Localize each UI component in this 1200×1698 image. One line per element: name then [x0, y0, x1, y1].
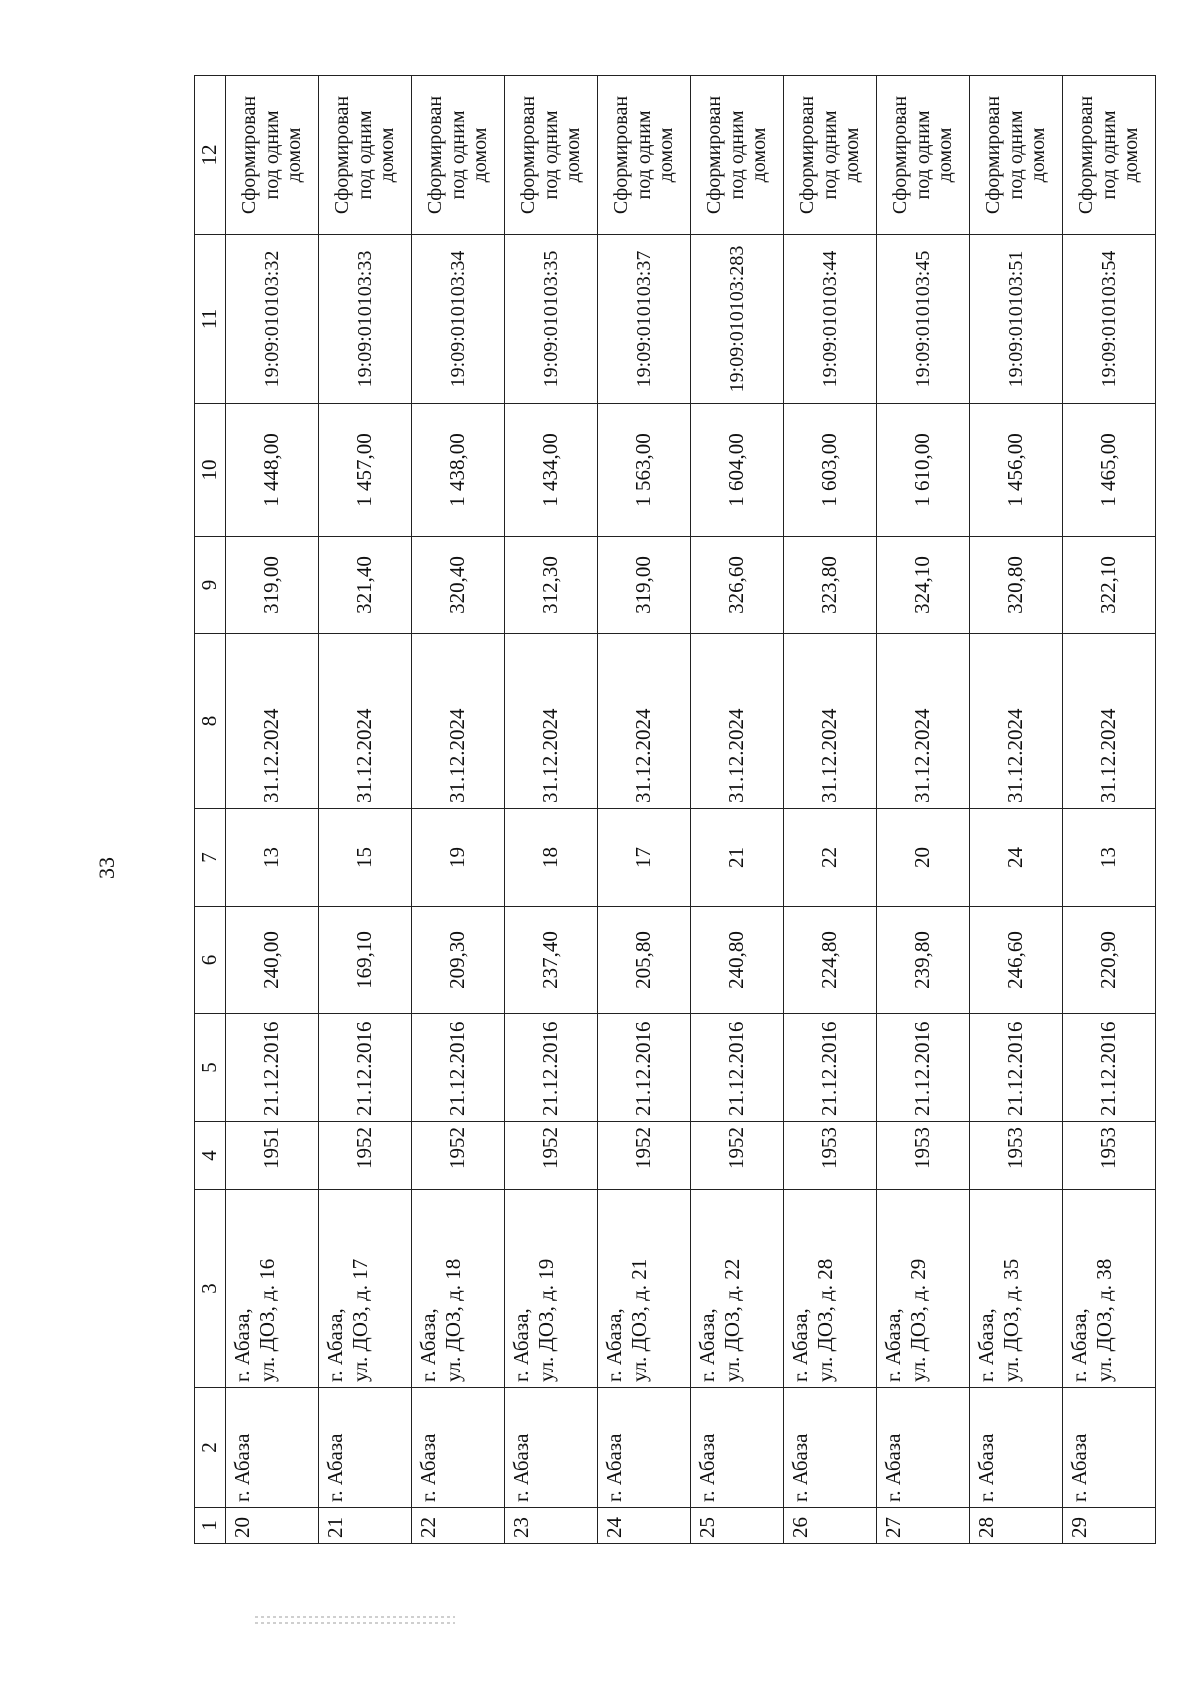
column-number-cell: 3 — [195, 1190, 226, 1388]
status-cell — [877, 76, 970, 235]
area-cell: 220,90 — [1063, 907, 1156, 1014]
area-cell: 246,60 — [970, 907, 1063, 1014]
year-built-cell: 1952 — [598, 1122, 691, 1190]
address-line: ул. ДОЗ, д. 19 — [534, 1258, 559, 1382]
address-line: г. Абаза, — [509, 1308, 533, 1382]
status-line: домом — [376, 127, 399, 183]
row-number-cell: 26 — [784, 1508, 877, 1544]
value-9-cell: 312,30 — [505, 537, 598, 634]
count-cell: 13 — [226, 809, 319, 907]
column-number-cell: 7 — [195, 809, 226, 907]
status-line: домом — [841, 127, 864, 183]
cadastral-number-cell: 19:09:010103:35 — [505, 235, 598, 404]
cadastral-number-cell: 19:09:010103:51 — [970, 235, 1063, 404]
rotated-table-wrapper — [194, 76, 1143, 1544]
address-line: г. Абаза, — [416, 1308, 440, 1382]
locality-cell: г. Абаза — [226, 1388, 319, 1508]
column-number-cell: 12 — [195, 76, 226, 235]
locality-cell: г. Абаза — [505, 1388, 598, 1508]
locality-cell: г. Абаза — [412, 1388, 505, 1508]
status-line: Сформирован — [889, 95, 912, 215]
address-cell — [784, 1190, 877, 1388]
status-cell — [784, 76, 877, 235]
table-row — [598, 76, 691, 1544]
date-cell: 21.12.2016 — [319, 1014, 412, 1122]
status-line: под одним — [1097, 110, 1120, 200]
value-9-cell: 321,40 — [319, 537, 412, 634]
status-line: Сформирован — [331, 95, 354, 215]
column-number-cell: 5 — [195, 1014, 226, 1122]
status-line: под одним — [353, 110, 376, 200]
date-cell: 21.12.2016 — [877, 1014, 970, 1122]
count-cell: 13 — [1063, 809, 1156, 907]
column-number-cell: 2 — [195, 1388, 226, 1508]
column-number-cell: 11 — [195, 235, 226, 404]
table-row — [319, 76, 412, 1544]
column-number-cell: 4 — [195, 1122, 226, 1190]
status-line: под одним — [911, 110, 934, 200]
planned-date-cell: 31.12.2024 — [226, 634, 319, 809]
value-10-cell: 1 603,00 — [784, 404, 877, 537]
column-number-row — [195, 76, 226, 1544]
column-number-cell: 1 — [195, 1508, 226, 1544]
year-built-cell: 1952 — [505, 1122, 598, 1190]
status-line: Сформирован — [796, 95, 819, 215]
status-line: домом — [748, 127, 771, 183]
status-line: под одним — [539, 110, 562, 200]
planned-date-cell: 31.12.2024 — [1063, 634, 1156, 809]
area-cell: 209,30 — [412, 907, 505, 1014]
year-built-cell: 1952 — [319, 1122, 412, 1190]
address-cell — [412, 1190, 505, 1388]
value-10-cell: 1 434,00 — [505, 404, 598, 537]
table-row — [877, 76, 970, 1544]
status-line: домом — [655, 127, 678, 183]
year-built-cell: 1951 — [226, 1122, 319, 1190]
value-10-cell: 1 448,00 — [226, 404, 319, 537]
row-number-cell: 27 — [877, 1508, 970, 1544]
address-cell — [877, 1190, 970, 1388]
address-cell — [226, 1190, 319, 1388]
address-cell — [1063, 1190, 1156, 1388]
address-line: ул. ДОЗ, д. 29 — [906, 1258, 931, 1382]
value-10-cell: 1 563,00 — [598, 404, 691, 537]
area-cell: 237,40 — [505, 907, 598, 1014]
cadastral-number-cell: 19:09:010103:44 — [784, 235, 877, 404]
table-row — [1063, 76, 1156, 1544]
cadastral-number-cell: 19:09:010103:32 — [226, 235, 319, 404]
count-cell: 20 — [877, 809, 970, 907]
value-10-cell: 1 465,00 — [1063, 404, 1156, 537]
status-line: Сформирован — [424, 95, 447, 215]
value-10-cell: 1 610,00 — [877, 404, 970, 537]
status-line: Сформирован — [238, 95, 261, 215]
table-body — [195, 76, 1156, 1544]
value-9-cell: 320,40 — [412, 537, 505, 634]
address-line: ул. ДОЗ, д. 28 — [813, 1258, 838, 1382]
area-cell: 240,00 — [226, 907, 319, 1014]
table-row — [226, 76, 319, 1544]
planned-date-cell: 31.12.2024 — [691, 634, 784, 809]
address-line: г. Абаза, — [788, 1308, 812, 1382]
planned-date-cell: 31.12.2024 — [784, 634, 877, 809]
area-cell: 224,80 — [784, 907, 877, 1014]
address-cell — [319, 1190, 412, 1388]
cadastral-number-cell: 19:09:010103:33 — [319, 235, 412, 404]
value-10-cell: 1 438,00 — [412, 404, 505, 537]
value-9-cell: 324,10 — [877, 537, 970, 634]
row-number-cell: 29 — [1063, 1508, 1156, 1544]
row-number-cell: 20 — [226, 1508, 319, 1544]
year-built-cell: 1952 — [691, 1122, 784, 1190]
count-cell: 17 — [598, 809, 691, 907]
scan-stamp-noise — [255, 1612, 455, 1634]
address-line: ул. ДОЗ, д. 38 — [1092, 1258, 1117, 1382]
value-9-cell: 319,00 — [226, 537, 319, 634]
cadastral-number-cell: 19:09:010103:45 — [877, 235, 970, 404]
date-cell: 21.12.2016 — [1063, 1014, 1156, 1122]
count-cell: 21 — [691, 809, 784, 907]
planned-date-cell: 31.12.2024 — [598, 634, 691, 809]
date-cell: 21.12.2016 — [784, 1014, 877, 1122]
address-line: г. Абаза, — [1067, 1308, 1091, 1382]
value-9-cell: 326,60 — [691, 537, 784, 634]
status-line: домом — [934, 127, 957, 183]
locality-cell: г. Абаза — [970, 1388, 1063, 1508]
status-line: Сформирован — [610, 95, 633, 215]
row-number-cell: 21 — [319, 1508, 412, 1544]
status-line: домом — [469, 127, 492, 183]
table-row — [691, 76, 784, 1544]
row-number-cell: 23 — [505, 1508, 598, 1544]
locality-cell: г. Абаза — [784, 1388, 877, 1508]
address-line: г. Абаза, — [881, 1308, 905, 1382]
area-cell: 239,80 — [877, 907, 970, 1014]
address-line: г. Абаза, — [323, 1308, 347, 1382]
housing-registry-table — [194, 75, 1156, 1544]
status-cell — [505, 76, 598, 235]
year-built-cell: 1953 — [970, 1122, 1063, 1190]
status-line: под одним — [725, 110, 748, 200]
status-line: Сформирован — [703, 95, 726, 215]
value-9-cell: 323,80 — [784, 537, 877, 634]
status-cell — [412, 76, 505, 235]
column-number-cell: 6 — [195, 907, 226, 1014]
row-number-cell: 28 — [970, 1508, 1063, 1544]
table-row — [970, 76, 1063, 1544]
year-built-cell: 1953 — [784, 1122, 877, 1190]
address-cell — [970, 1190, 1063, 1388]
address-line: ул. ДОЗ, д. 16 — [255, 1258, 280, 1382]
status-cell — [319, 76, 412, 235]
status-line: под одним — [260, 110, 283, 200]
table-row — [412, 76, 505, 1544]
status-cell — [691, 76, 784, 235]
column-number-cell: 8 — [195, 634, 226, 809]
count-cell: 19 — [412, 809, 505, 907]
year-built-cell: 1953 — [877, 1122, 970, 1190]
value-9-cell: 320,80 — [970, 537, 1063, 634]
page-number: 33 — [94, 857, 119, 879]
planned-date-cell: 31.12.2024 — [877, 634, 970, 809]
status-line: домом — [1027, 127, 1050, 183]
table-row — [784, 76, 877, 1544]
address-line: г. Абаза, — [974, 1308, 998, 1382]
locality-cell: г. Абаза — [598, 1388, 691, 1508]
column-number-cell: 10 — [195, 404, 226, 537]
value-10-cell: 1 456,00 — [970, 404, 1063, 537]
address-line: г. Абаза, — [230, 1308, 254, 1382]
status-cell — [226, 76, 319, 235]
address-line: ул. ДОЗ, д. 22 — [720, 1258, 745, 1382]
status-line: домом — [1120, 127, 1143, 183]
column-number-cell: 9 — [195, 537, 226, 634]
locality-cell: г. Абаза — [1063, 1388, 1156, 1508]
planned-date-cell: 31.12.2024 — [505, 634, 598, 809]
planned-date-cell: 31.12.2024 — [970, 634, 1063, 809]
table-row — [505, 76, 598, 1544]
status-line: Сформирован — [517, 95, 540, 215]
locality-cell: г. Абаза — [319, 1388, 412, 1508]
status-cell — [1063, 76, 1156, 235]
locality-cell: г. Абаза — [691, 1388, 784, 1508]
planned-date-cell: 31.12.2024 — [319, 634, 412, 809]
status-line: домом — [562, 127, 585, 183]
address-line: ул. ДОЗ, д. 18 — [441, 1258, 466, 1382]
status-line: под одним — [446, 110, 469, 200]
year-built-cell: 1953 — [1063, 1122, 1156, 1190]
value-9-cell: 319,00 — [598, 537, 691, 634]
status-cell — [970, 76, 1063, 235]
address-line: ул. ДОЗ, д. 21 — [627, 1258, 652, 1382]
status-line: Сформирован — [1075, 95, 1098, 215]
row-number-cell: 24 — [598, 1508, 691, 1544]
value-9-cell: 322,10 — [1063, 537, 1156, 634]
address-line: г. Абаза, — [695, 1308, 719, 1382]
address-line: г. Абаза, — [602, 1308, 626, 1382]
row-number-cell: 22 — [412, 1508, 505, 1544]
count-cell: 24 — [970, 809, 1063, 907]
count-cell: 15 — [319, 809, 412, 907]
status-line: под одним — [1004, 110, 1027, 200]
status-line: под одним — [818, 110, 841, 200]
area-cell: 240,80 — [691, 907, 784, 1014]
row-number-cell: 25 — [691, 1508, 784, 1544]
address-cell — [691, 1190, 784, 1388]
planned-date-cell: 31.12.2024 — [412, 634, 505, 809]
area-cell: 205,80 — [598, 907, 691, 1014]
status-line: Сформирован — [982, 95, 1005, 215]
year-built-cell: 1952 — [412, 1122, 505, 1190]
address-line: ул. ДОЗ, д. 35 — [999, 1258, 1024, 1382]
cadastral-number-cell: 19:09:010103:283 — [691, 235, 784, 404]
date-cell: 21.12.2016 — [691, 1014, 784, 1122]
date-cell: 21.12.2016 — [226, 1014, 319, 1122]
value-10-cell: 1 604,00 — [691, 404, 784, 537]
date-cell: 21.12.2016 — [970, 1014, 1063, 1122]
status-line: домом — [283, 127, 306, 183]
cadastral-number-cell: 19:09:010103:34 — [412, 235, 505, 404]
locality-cell: г. Абаза — [877, 1388, 970, 1508]
status-line: под одним — [632, 110, 655, 200]
date-cell: 21.12.2016 — [598, 1014, 691, 1122]
cadastral-number-cell: 19:09:010103:54 — [1063, 235, 1156, 404]
value-10-cell: 1 457,00 — [319, 404, 412, 537]
area-cell: 169,10 — [319, 907, 412, 1014]
cadastral-number-cell: 19:09:010103:37 — [598, 235, 691, 404]
date-cell: 21.12.2016 — [505, 1014, 598, 1122]
status-cell — [598, 76, 691, 235]
count-cell: 22 — [784, 809, 877, 907]
count-cell: 18 — [505, 809, 598, 907]
address-line: ул. ДОЗ, д. 17 — [348, 1258, 373, 1382]
date-cell: 21.12.2016 — [412, 1014, 505, 1122]
address-cell — [598, 1190, 691, 1388]
address-cell — [505, 1190, 598, 1388]
